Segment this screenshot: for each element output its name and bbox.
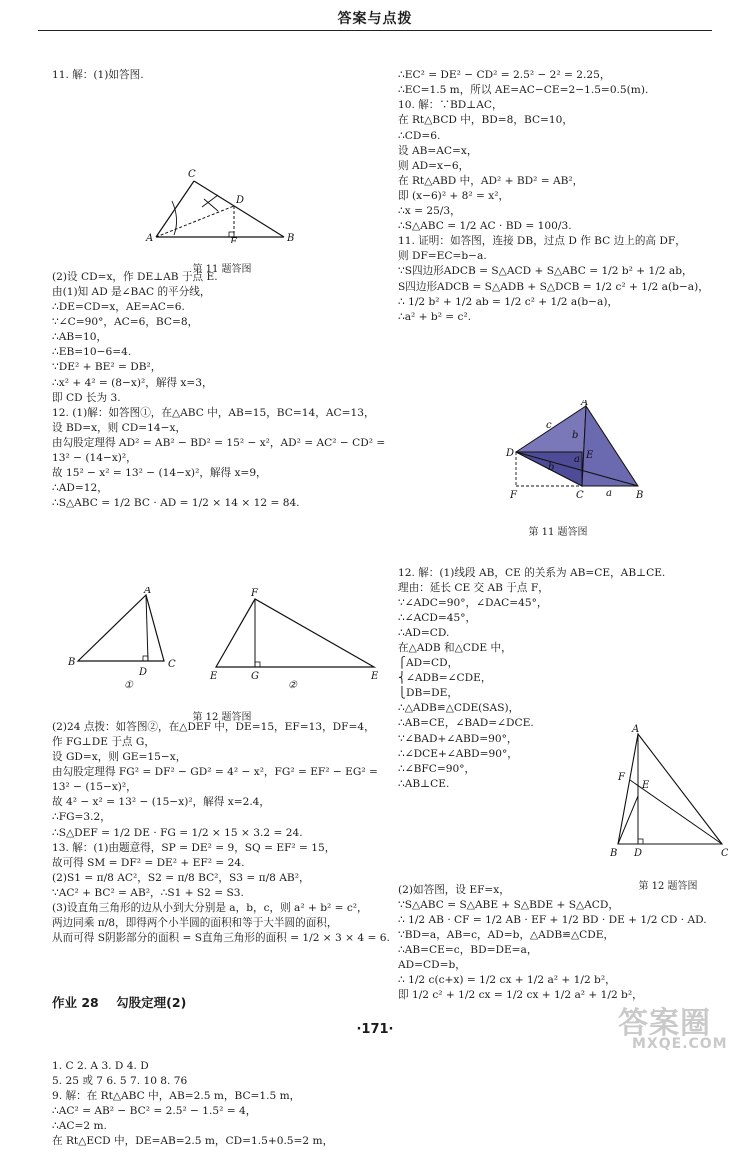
watermark-text: 答案圈 [618,1006,711,1041]
text-line: (2)24 点拨：如答图②，在△DEF 中，DE=15，EF=13，DF=4， [52,720,375,733]
header-title: 答案与点拨 [337,11,413,27]
text-line: 则 AD=x−6， [398,159,470,172]
text-line: ∵DE² + BE² = DB²， [52,361,162,374]
text-line: ∵∠C=90°，AC=6，BC=8， [52,316,199,329]
text-line: (2)S1 = π/8 AC²，S2 = π/8 BC²，S3 = π/8 AB²， [52,871,310,884]
text-line: (2)如答图，设 EF=x， [398,883,510,896]
text-line: ∴S△ABC = 1/2 BC · AD = 1/2 × 14 × 12 = 84. [52,497,300,510]
text-line: ∵AC² + BC² = AB²，∴S1 + S2 = S3. [52,886,244,899]
text-line: 由勾股定理得 FG² = DF² − GD² = 4² − x²，FG² = EF² − EG² = [52,766,378,779]
text-line: ⎧AD=CD， [398,657,459,670]
text-line: ∴∠ACD=45°， [398,611,477,624]
text-line: ∴AC² = AB² − BC² = 2.5² − 1.5² = 4， [52,1105,257,1118]
text-line: ∴ 1/2 AB · CF = 1/2 AB · EF + 1/2 BD · DE + 1/2 CD · AD. [398,913,707,926]
text-line: ∴AD=CD. [398,626,450,639]
text-line: 故可得 SM = DF² = DE² + EF² = 24. [52,856,245,869]
text-line: 1. C 2. A 3. D 4. D [52,1059,149,1072]
text-line: AD=CD=b， [398,958,466,971]
figure-12a-caption: 第 12 题答图 [192,712,252,723]
figure-12b [608,693,728,892]
fig12a-label-D2: E [210,670,218,682]
fig11b-label-a2: a [606,488,612,500]
fig12a-label-circle1: ① [124,679,133,691]
text-line: 理由：延长 CE 交 AB 于点 F， [398,581,549,594]
figure-11b-caption: 第 11 题答图 [528,527,588,539]
text-line: 即 CD 长为 3. [52,391,121,404]
text-line: ∴ 1/2 b² + 1/2 ab = 1/2 c² + 1/2 a(b−a)， [398,295,619,308]
fig11b-label-F: F [510,490,517,502]
text-line: 设 BD=x，则 CD=14−x， [52,421,187,434]
text-line: ∴x² + 4² = (8−x)²，解得 x=3， [52,376,213,389]
fig11a-label-D: D [236,194,245,206]
fig11b-label-c: c [546,420,552,432]
figure-11a-caption: 第 11 题答图 [192,263,252,275]
right-block-a [398,68,718,325]
text-line: 13. 解：(1)由题意得，SP = DE² = 9，SQ = EF² = 15， [52,841,336,854]
figure-11b [398,370,718,539]
fig12b-label-D: D [634,847,643,859]
text-line: 12. (1)解：如答图①，在△ABC 中，AB=15，BC=14，AC=13， [52,406,375,419]
text-line: ∴x = 25/3， [398,205,461,218]
text-line: ⎨∠ADB=∠CDE， [398,672,492,685]
fig12a-label-D: D [139,666,148,678]
watermark-logo [618,1004,728,1056]
fig12b-label-B: B [610,847,618,859]
page-header [0,0,750,34]
figure-12a-diagram [52,587,392,691]
text-line: 13² − (15−x)²， [52,781,137,794]
fig11a-label-A: A [146,232,154,243]
text-line: 在 Rt△ABD 中，AD² + BD² = AB²， [398,174,584,187]
fig12a-label-F: F [251,587,258,599]
text-line: ∴DE=CD=x，AE=AC=6. [52,301,185,314]
fig12b-label-A: A [632,723,640,735]
text-line: 作 FG⊥DE 于点 G， [52,736,155,748]
fig11b-label-C: C [576,490,584,502]
text-line: ⎩DB=DE， [398,687,458,700]
text-line: S四边形ADCB = S△ADB + S△DCB = 1/2 c² + 1/2 a(b−a)， [398,280,709,293]
left-block-d [52,1059,392,1150]
fig11b-label-A: A [581,400,589,409]
text-line: ∴AB=10， [52,331,108,344]
text-line: ∴AB=CE=c，BD=DE=a， [398,943,538,956]
text-line: ∴AB⊥CE. [398,777,450,790]
text-line: ∴AC=2 m. [52,1120,107,1133]
text-line: 13² − (14−x)²， [52,451,137,464]
text-line: 在△ADB 和△CDE 中， [398,642,512,654]
fig12a-label-circle2: ② [288,679,297,691]
text-line: 即 (x−6)² + 8² = x²， [398,189,510,202]
fig12b-label-E: E [642,779,650,791]
fig12a-label-A: A [144,586,152,596]
text-line: 设 GD=x，则 GE=15−x， [52,751,187,764]
text-line: ∴AD=12， [52,482,108,495]
text-line: 11. 证明：如答图，连接 DB，过点 D 作 BC 边上的高 DF， [398,235,686,248]
fig12a-label-G: G [251,670,259,682]
text-line: 即 1/2 c² + 1/2 cx = 1/2 cx + 1/2 a² + 1/2 b²， [398,989,643,1002]
text-line: ∴AB=CE，∠BAD=∠DCE. [398,717,534,730]
right-column [398,38,728,1018]
fig12a-label-B: B [68,656,76,668]
fig11b-label-a: a [574,454,580,466]
text-line: ∴ 1/2 c(c+x) = 1/2 cx + 1/2 a² + 1/2 b²， [398,974,616,987]
text-line: ∵∠BAD+∠ABD=90°， [398,732,518,745]
figure-11b-diagram [398,400,718,506]
page-number: ·171· [356,1022,394,1037]
fig11b-label-D: D [506,448,515,460]
fig11b-label-E: E [586,450,594,462]
fig12a-label-E: E [371,670,379,682]
text-line: 11. 解：(1)如答图. [52,69,144,82]
text-line: (3)设直角三角形的边从小到大分别是 a，b，c，则 a² + b² = c²， [52,902,368,915]
homework-28-title: 作业 28 勾股定理(2) [52,994,187,1010]
fig11b-label-b2: b [548,462,555,474]
text-line: ∴EC=1.5 m，所以 AE=AC−CE=2−1.5=0.5(m). [398,84,649,97]
figure-12b-diagram [608,724,728,860]
figure-11a [52,129,392,275]
text-line: 设 AB=AC=x， [398,144,478,157]
text-line: ∴EC² = DE² − CD² = 2.5² − 2² = 2.25， [398,69,611,82]
text-line: ∴FG=3.2， [52,811,111,824]
text-line: ∴CD=6. [398,129,441,142]
figure-12b-caption: 第 12 题答图 [638,880,698,892]
fig12b-label-F: F [618,771,625,783]
text-line: 两边同乘 π/8，即得两个小半圆的面积和等于大半圆的面积， [52,917,338,930]
text-line: ∵BD=a，AB=c，AD=b，△ADB≌△CDE， [398,928,615,941]
text-line: ∵∠ADC=90°，∠DAC=45°， [398,596,548,609]
text-line: ∴S△ABC = 1/2 AC · BD = 100/3. [398,220,572,233]
text-line: (2)设 CD=x，作 DE⊥AB 于点 E. [52,270,218,283]
text-line: 5. 25 或 7 6. 5 7. 10 8. 76 [52,1074,188,1087]
text-line: 则 DF=EC=b−a. [398,250,487,263]
text-line: ∴EB=10−6=4. [52,346,132,359]
text-line: ∴S△DEF = 1/2 DE · FG = 1/2 × 15 × 3.2 = 24. [52,826,303,839]
text-line: 12. 解：(1)线段 AB，CE 的关系为 AB=CE，AB⊥CE. [398,566,666,579]
left-block-a [52,68,392,83]
fig11b-label-B: B [636,490,644,502]
text-line: 由(1)知 AD 是∠BAC 的平分线， [52,285,211,298]
text-line: ∴∠DCE+∠ABD=90°， [398,747,518,760]
fig11a-label-C: C [188,168,196,180]
text-line: 9. 解：在 Rt△ABC 中，AB=2.5 m，BC=1.5 m， [52,1090,301,1103]
text-line: 由勾股定理得 AD² = AB² − BD² = 15² − x²，AD² = AC² − CD² = [52,436,386,449]
watermark-url: MXQE.COM [632,1036,728,1052]
fig11a-label-E: E [230,236,238,243]
fig11b-label-b: b [572,430,579,442]
text-line: 故 15² − x² = 13² − (14−x)²，解得 x=9， [52,467,267,480]
figure-12a [52,557,392,723]
text-line: 故 4² − x² = 13² − (15−x)²，解得 x=2.4， [52,796,271,809]
text-line: ∴△ADB≌△CDE(SAS)， [398,702,520,715]
text-line: ∴∠BFC=90°， [398,762,476,775]
fig12b-label-C: C [721,847,728,859]
header-rule [38,30,712,31]
fig12a-label-C: C [168,658,176,670]
text-line: ∴a² + b² = c². [398,310,472,323]
text-line: 从而可得 S阴影部分的面积 = S直角三角形的面积 = 1/2 × 3 × 4 = 6. [52,932,390,945]
fig11a-label-B: B [287,232,295,243]
text-line: ∵S四边形ADCB = S△ACD + S△ABC = 1/2 b² + 1/2 ab， [398,265,693,278]
figure-11a-diagram [52,159,392,243]
text-line: ∵S△ABC = S△ABE + S△BDE + S△ACD， [398,898,619,911]
text-line: 10. 解：∵BD⊥AC， [398,99,503,112]
text-line: 在 Rt△ECD 中，DE=AB=2.5 m，CD=1.5+0.5=2 m， [52,1135,334,1148]
left-column [52,38,392,1165]
text-line: 在 Rt△BCD 中，BD=8，BC=10， [398,114,574,127]
